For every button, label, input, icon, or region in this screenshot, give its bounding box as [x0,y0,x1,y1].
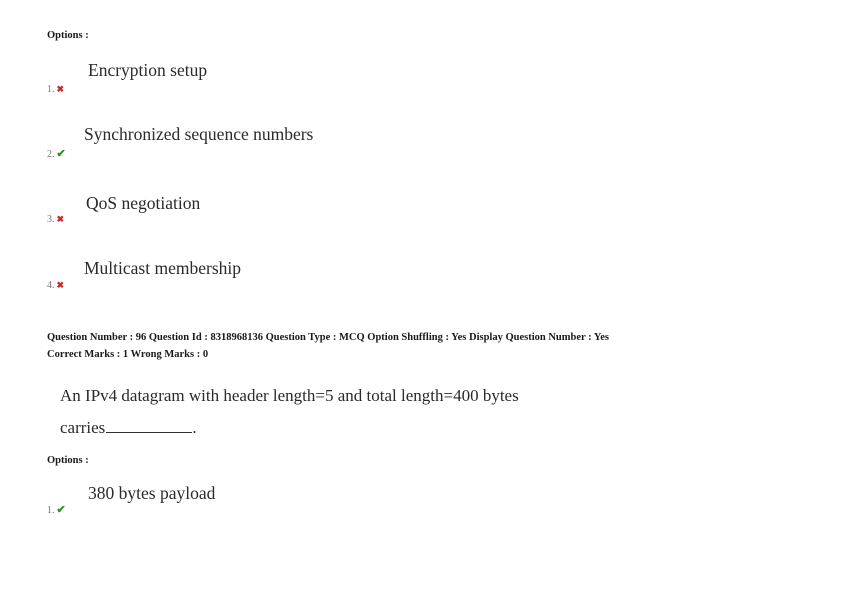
question-word: carries [60,418,106,437]
cross-icon: ✖ [56,84,65,94]
question-meta: Question Number : 96 Question Id : 8318968136 Question Type : MCQ Option Shuffling : Yes Display Question Number : Yes [47,332,610,343]
check-icon: ✔ [56,148,66,160]
question-text-continued [60,418,197,438]
option-text-2: Synchronized sequence numbers [84,124,314,144]
cross-icon: ✖ [56,214,65,224]
option-number: 1. [47,84,55,95]
question-period: . [192,418,197,437]
option-marker-4 [47,280,64,291]
option-marker-1 [47,505,66,516]
option-text-1: 380 bytes payload [88,483,216,503]
option-number: 1. [47,505,55,516]
option-text-4: Multicast membership [84,258,241,278]
question-text: An IPv4 datagram with header length=5 and total length=400 bytes [60,386,519,405]
option-marker-3 [47,214,64,225]
cross-icon: ✖ [56,280,65,290]
option-number: 4. [47,280,55,291]
option-number: 3. [47,214,55,225]
option-text-1: Encryption setup [88,60,208,80]
option-marker-2 [47,149,66,160]
option-number: 2. [47,149,55,160]
question-marks: Correct Marks : 1 Wrong Marks : 0 [47,349,209,360]
options-label: Options : [47,30,89,41]
options-label: Options : [47,455,89,466]
option-marker-1 [47,84,64,95]
check-icon: ✔ [56,504,66,516]
option-text-3: QoS negotiation [86,193,201,213]
fill-blank [106,431,192,433]
